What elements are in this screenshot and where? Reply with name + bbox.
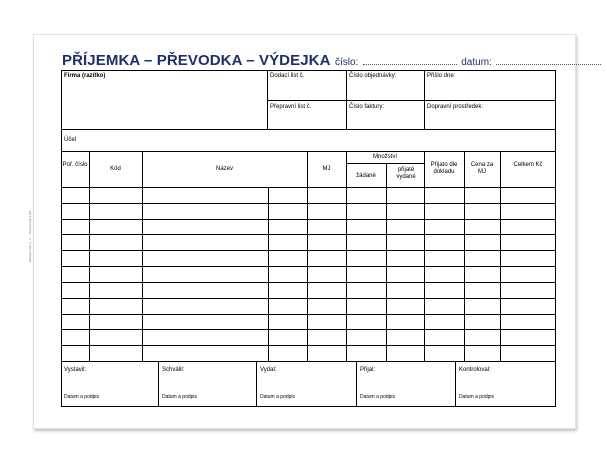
ucel-row[interactable]: [61, 129, 556, 152]
sig-kontroloval-label: Kontroloval:: [459, 367, 491, 373]
sig-kontroloval-sub: Datum a podpis: [459, 394, 495, 400]
number-label: číslo:: [334, 57, 359, 68]
col-mj-header: MJ: [322, 166, 331, 172]
date-field[interactable]: [496, 63, 601, 65]
table-row[interactable]: [61, 282, 556, 283]
sig-vydal-label: Vydal:: [260, 367, 277, 373]
prislo-dne-label: Přišlo dne:: [427, 73, 456, 79]
ucel-label: Účel: [64, 137, 77, 143]
publisher-note: Merkant Tisk s.r.o. – Tiskopis ME 9102: [28, 210, 32, 262]
table-header-divider: [61, 187, 556, 188]
sig-vystavil-sub: Datum a podpis: [64, 394, 100, 400]
firma-label: Firma (razítko): [64, 73, 106, 79]
sig-schvalil-sub: Datum a podpis: [162, 394, 198, 400]
col-kod-header: Kód: [110, 166, 121, 172]
date-label: datum:: [461, 57, 492, 68]
col-mnozstvi-header: Množství: [372, 154, 397, 160]
col-nazev-header: Název: [215, 166, 233, 172]
col-prijate-header: přijaté vydané: [396, 167, 416, 180]
table-row[interactable]: [61, 250, 556, 251]
col-por-header: Poř. číslo: [62, 162, 88, 168]
sig-vystavil-label: Vystavil:: [64, 367, 87, 373]
table-row[interactable]: [61, 266, 556, 267]
table-row[interactable]: [61, 203, 556, 204]
table-row[interactable]: [61, 298, 556, 299]
table-row[interactable]: [61, 234, 556, 235]
dodaci-list-label: Dodací list č.: [270, 73, 305, 79]
cislo-faktury-label: Číslo faktury:: [349, 104, 385, 110]
col-prijato-dle-header: Přijato dle dokladu: [430, 162, 458, 175]
number-field[interactable]: [363, 63, 457, 65]
table-row[interactable]: [61, 219, 556, 220]
col-cena-header: Cena za MJ: [470, 162, 494, 175]
dopravni-prostredek-label: Dopravní prostředek:: [427, 104, 484, 110]
sig-prijal-label: Přijal:: [360, 367, 376, 373]
form-title: PŘÍJEMKA – PŘEVODKA – VÝDEJKA: [62, 52, 331, 69]
cislo-objednavky-label: Číslo objednávky:: [349, 73, 397, 79]
col-zadane-header: žádané: [356, 173, 376, 179]
sig-schvalil-label: Schválil:: [162, 367, 185, 373]
items-table: [61, 151, 556, 362]
prepravni-list-label: Přepravní list č.: [270, 104, 312, 110]
sig-vydal-sub: Datum a podpis: [260, 394, 296, 400]
form-heading: [62, 52, 558, 70]
sig-prijal-sub: Datum a podpis: [360, 394, 396, 400]
col-celkem-header: Celkem Kč: [513, 162, 543, 168]
table-row[interactable]: [61, 329, 556, 330]
table-row[interactable]: [61, 314, 556, 315]
table-row[interactable]: [61, 345, 556, 346]
